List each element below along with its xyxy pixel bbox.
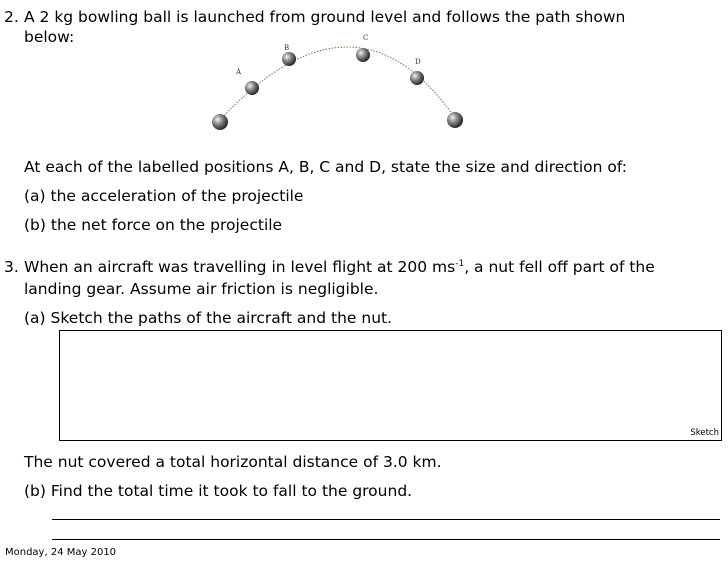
q3-part-a: (a) Sketch the paths of the aircraft and the nut.: [24, 309, 393, 327]
label-a: A: [236, 68, 242, 76]
label-d: D: [415, 58, 421, 66]
q3-text-line1: When an aircraft was travelling in level flight at 200 $ms^{-1}$, a nut fell off part of the: [24, 258, 655, 276]
ball-launch: [212, 114, 228, 130]
sketch-area[interactable]: [59, 330, 722, 441]
label-c: C: [363, 34, 369, 42]
sketch-label: Sketch: [690, 428, 719, 438]
q3-text-line2: landing gear. Assume air friction is negligible.: [24, 280, 379, 298]
label-b: B: [284, 44, 290, 52]
q3-number: 3.: [4, 258, 19, 276]
footer-date: Monday, 24 May 2010: [5, 547, 117, 558]
q3-distance-statement: The nut covered a total horizontal distance of 3.0 km.: [24, 453, 442, 471]
ball-c: [356, 48, 370, 62]
q2-text-line1: A 2 kg bowling ball is launched from ground level and follows the path shown: [24, 8, 626, 26]
q2-part-b: (b) the net force on the projectile: [24, 216, 283, 234]
q2-part-a: (a) the acceleration of the projectile: [24, 187, 304, 205]
ball-a: [245, 81, 259, 95]
ball-b: [282, 52, 296, 66]
ball-end: [447, 112, 463, 128]
q2-number: 2.: [4, 8, 19, 26]
answer-line-2[interactable]: [52, 539, 720, 540]
answer-line-1[interactable]: [52, 519, 720, 520]
projectile-path-diagram: [200, 30, 480, 140]
q3-part-b: (b) Find the total time it took to fall to the ground.: [24, 482, 413, 500]
q2-instruction: At each of the labelled positions A, B, C and D, state the size and direction of:: [24, 158, 628, 176]
q2-text-line2: below:: [24, 28, 75, 46]
ball-d: [410, 71, 424, 85]
